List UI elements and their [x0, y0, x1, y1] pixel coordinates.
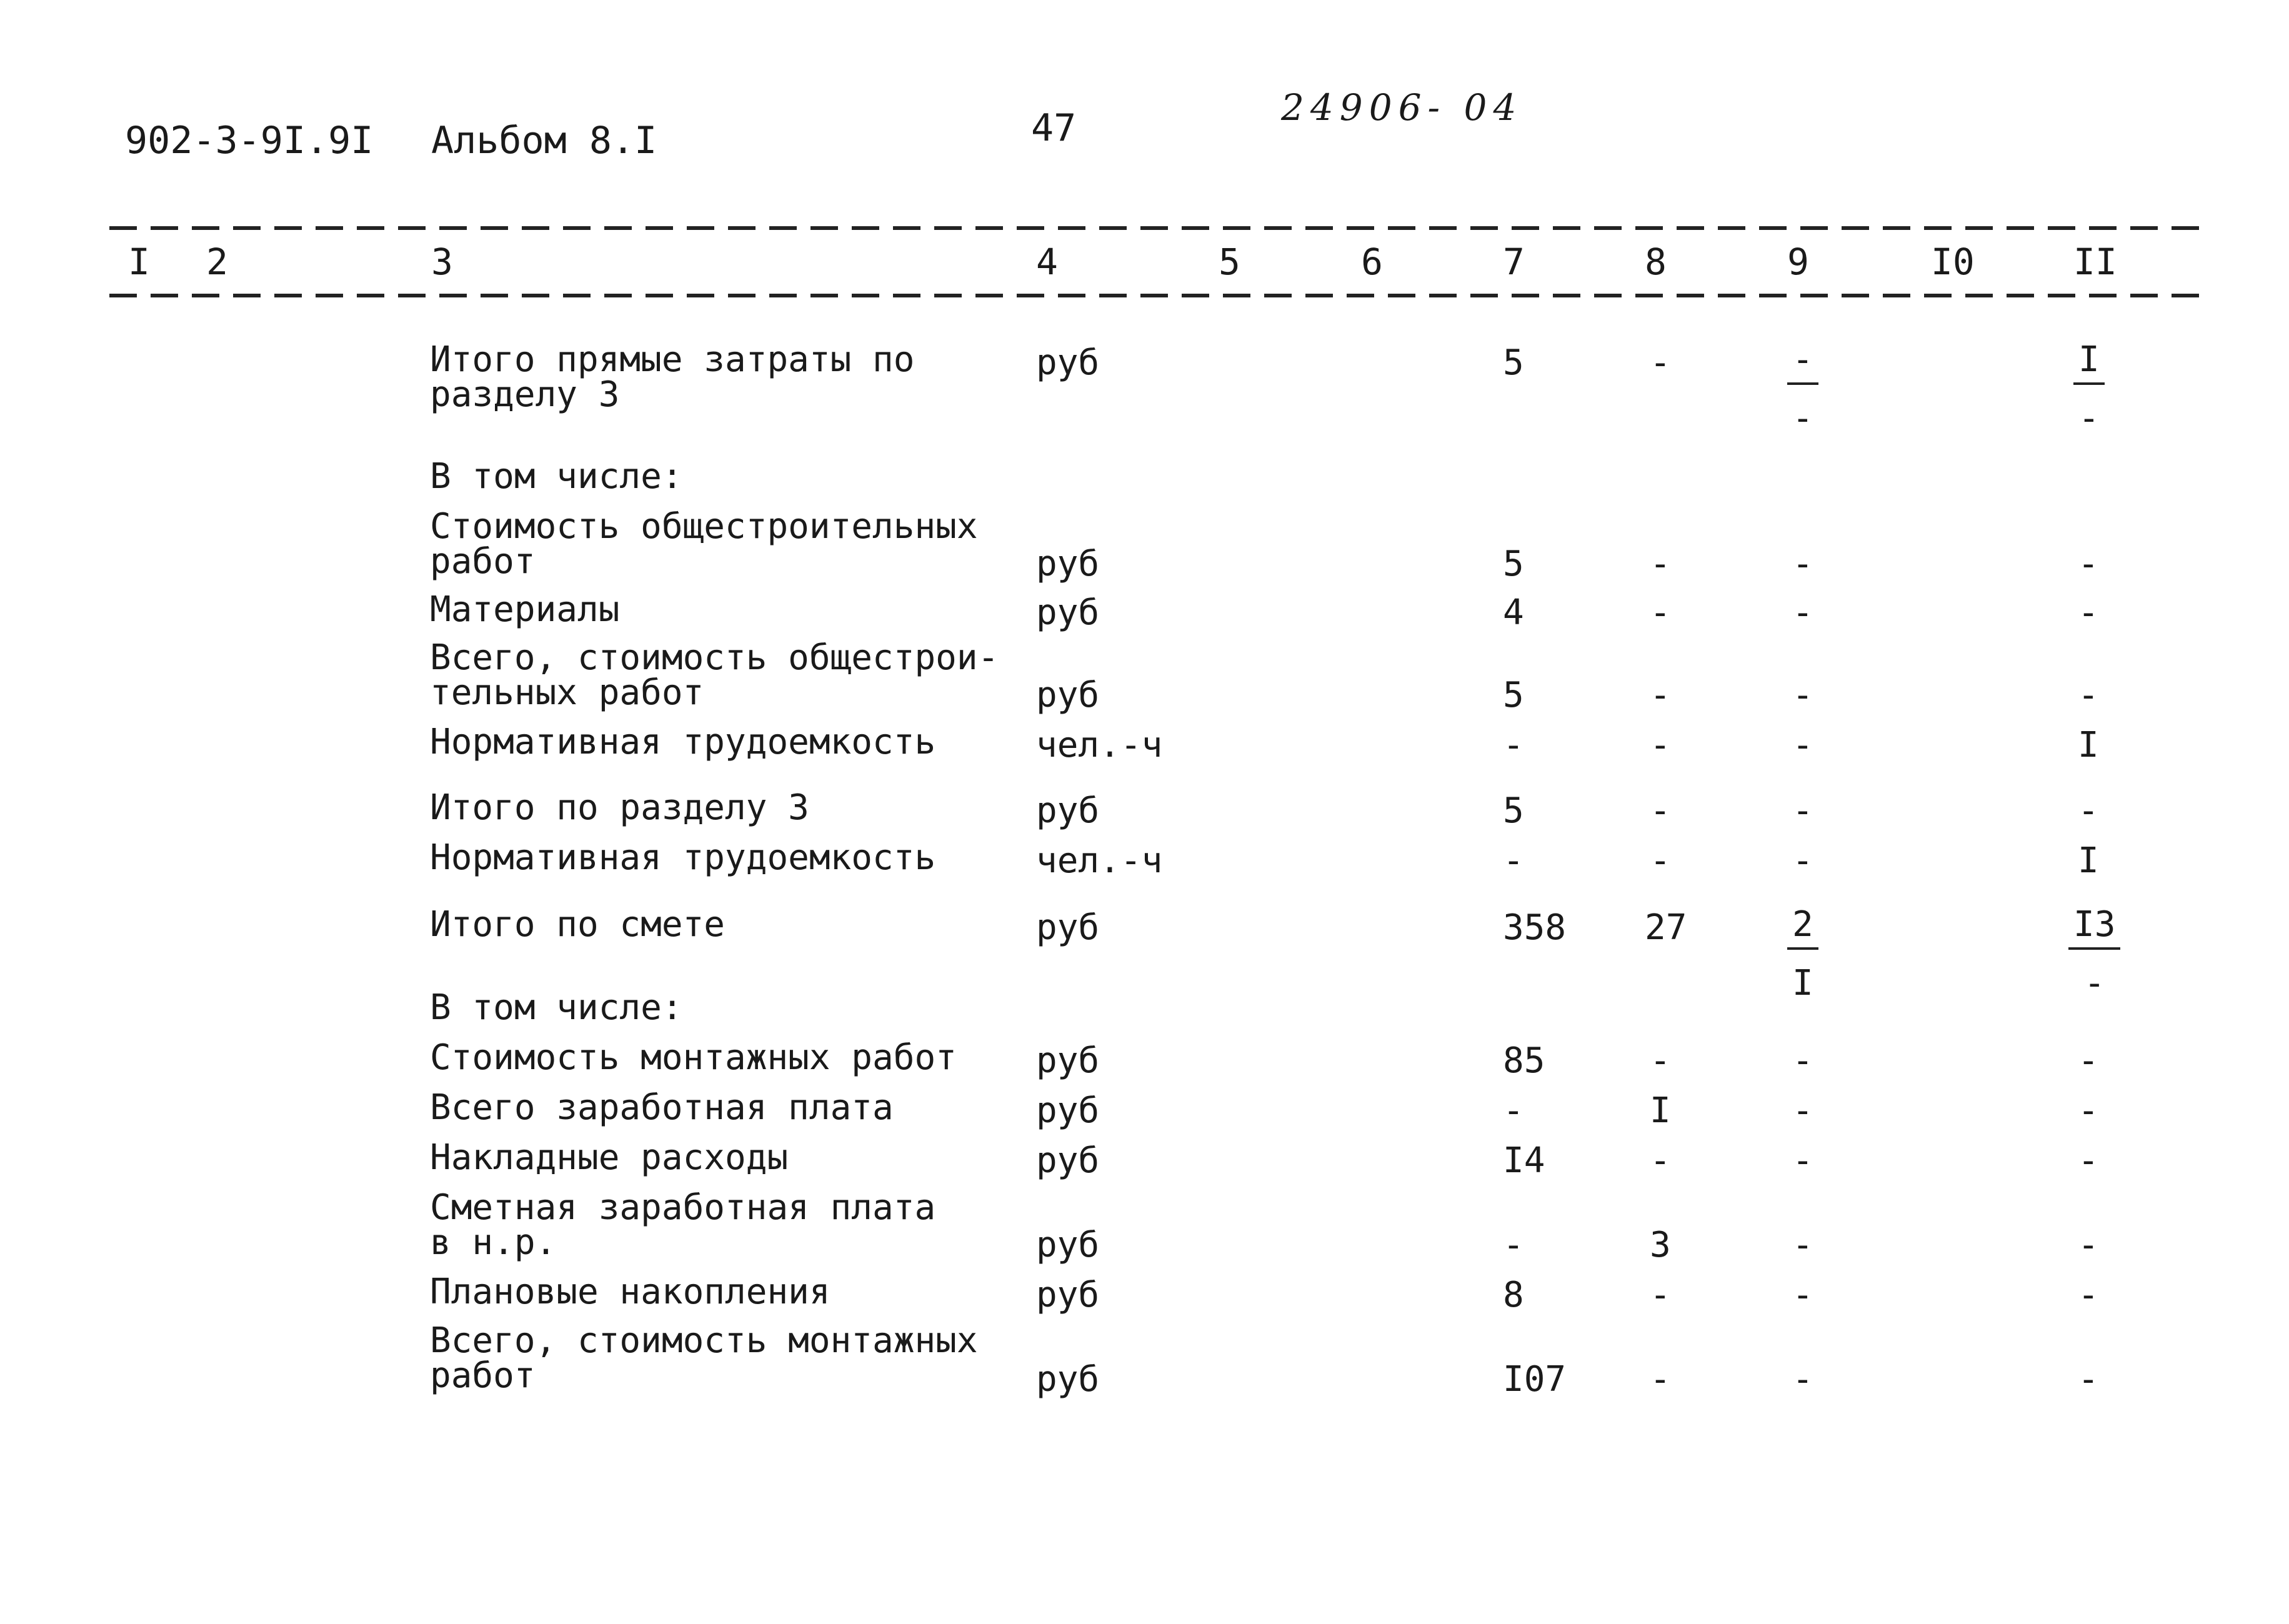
row-label: Всего, стоимость монтажных работ: [430, 1320, 978, 1396]
col8-value: I: [1650, 1090, 1671, 1131]
col7-value: I4: [1503, 1140, 1545, 1181]
col9-value: -: [1792, 592, 1813, 633]
col8-value: -: [1650, 675, 1671, 715]
unit-cell: руб: [1036, 1225, 1100, 1265]
col8-value: -: [1650, 1140, 1671, 1181]
row-label: Итого прямые затраты по разделу 3: [430, 339, 915, 415]
col8-value: -: [1650, 840, 1671, 881]
col11-value: -: [2078, 1090, 2099, 1131]
col9-fraction: - -: [1787, 342, 1818, 436]
unit-cell: руб: [1036, 1090, 1100, 1131]
row-label: В том числе:: [430, 987, 683, 1028]
col8-value: -: [1650, 1275, 1671, 1315]
column-number: 2: [206, 241, 228, 283]
col9-value: -: [1792, 1090, 1813, 1131]
col11-value: -: [2078, 1040, 2099, 1081]
row-label: Материалы: [430, 589, 620, 630]
row-label: В том числе:: [430, 456, 683, 497]
col9-fraction: $\frac{2}{I}$: [1787, 907, 1818, 1001]
column-number: 3: [431, 241, 453, 283]
col7-value: 5: [1503, 790, 1524, 831]
col7-value: 5: [1503, 342, 1524, 383]
unit-cell: руб: [1036, 544, 1100, 584]
column-number: 5: [1219, 241, 1240, 283]
column-number: I0: [1931, 241, 1975, 283]
unit-cell: руб: [1036, 790, 1100, 831]
row-label: Итого по разделу 3: [430, 787, 809, 828]
col11-value: -: [2078, 1225, 2099, 1265]
row-label: Сметная заработная плата в н.р.: [430, 1187, 936, 1263]
header-bottom-rule: [109, 294, 2209, 297]
col9-value: -: [1792, 1140, 1813, 1181]
col8-value: -: [1650, 790, 1671, 831]
col9-value: -: [1792, 544, 1813, 584]
col9-value: -: [1792, 725, 1813, 765]
row-label: Всего, стоимость общестрои- тельных работ: [430, 637, 999, 713]
col9-value: -: [1792, 1225, 1813, 1265]
unit-cell: руб: [1036, 675, 1100, 715]
column-number: 7: [1503, 241, 1525, 283]
column-number: II: [2073, 241, 2117, 283]
col9-value: -: [1792, 1359, 1813, 1400]
col8-value: -: [1650, 592, 1671, 633]
column-number: I: [128, 241, 150, 283]
col7-value: 5: [1503, 544, 1524, 584]
unit-cell: руб: [1036, 1040, 1100, 1081]
row-label: Всего заработная плата: [430, 1087, 894, 1128]
col7-value: 4: [1503, 592, 1524, 633]
col11-value: -: [2078, 1359, 2099, 1400]
album-title: Альбом 8.I: [431, 119, 657, 162]
col8-value: 3: [1650, 1225, 1671, 1265]
col11-value: -: [2078, 790, 2099, 831]
col11-value: -: [2078, 592, 2099, 633]
row-label: Накладные расходы: [430, 1137, 789, 1178]
col7-value: -: [1503, 1225, 1524, 1265]
col8-value: 27: [1645, 907, 1687, 948]
row-label: Стоимость монтажных работ: [430, 1037, 957, 1078]
unit-cell: чел.-ч: [1036, 840, 1163, 881]
col8-value: -: [1650, 725, 1671, 765]
unit-cell: руб: [1036, 907, 1100, 948]
col8-value: -: [1650, 1359, 1671, 1400]
col7-value: 8: [1503, 1275, 1524, 1315]
col11-value: I: [2078, 840, 2099, 881]
unit-cell: руб: [1036, 1359, 1100, 1400]
row-label: Нормативная трудоемкость: [430, 837, 936, 878]
column-number: 6: [1361, 241, 1383, 283]
col7-value: 5: [1503, 675, 1524, 715]
unit-cell: чел.-ч: [1036, 725, 1163, 765]
col7-value: -: [1503, 1090, 1524, 1131]
col11-value: -: [2078, 1275, 2099, 1315]
col9-value: -: [1792, 675, 1813, 715]
header-top-rule: [109, 226, 2209, 230]
col9-value: -: [1792, 1275, 1813, 1315]
unit-cell: руб: [1036, 342, 1100, 383]
row-label: Итого по смете: [430, 904, 726, 945]
col9-value: -: [1792, 840, 1813, 881]
document-code: 902-3-9I.9I: [125, 119, 374, 162]
col8-value: -: [1650, 544, 1671, 584]
row-label: Стоимость общестроительных работ: [430, 506, 978, 582]
handwritten-number: 24906- 04: [1281, 86, 1523, 129]
col9-value: -: [1792, 1040, 1813, 1081]
col7-value: -: [1503, 725, 1524, 765]
col11-value: I: [2078, 725, 2099, 765]
column-number: 9: [1787, 241, 1809, 283]
col8-value: -: [1650, 342, 1671, 383]
col11-value: -: [2078, 1140, 2099, 1181]
column-number: 8: [1645, 241, 1667, 283]
column-number: 4: [1036, 241, 1058, 283]
unit-cell: руб: [1036, 1275, 1100, 1315]
row-label: Плановые накопления: [430, 1272, 830, 1312]
col9-value: -: [1792, 790, 1813, 831]
unit-cell: руб: [1036, 1140, 1100, 1181]
col11-value: -: [2078, 675, 2099, 715]
col11-fraction: I3 -: [2068, 907, 2120, 1001]
col11-value: -: [2078, 544, 2099, 584]
col7-value: 358: [1503, 907, 1567, 948]
col7-value: -: [1503, 840, 1524, 881]
col8-value: -: [1650, 1040, 1671, 1081]
row-label: Нормативная трудоемкость: [430, 722, 936, 762]
col7-value: I07: [1503, 1359, 1567, 1400]
unit-cell: руб: [1036, 592, 1100, 633]
col11-fraction: I -: [2073, 342, 2105, 436]
col7-value: 85: [1503, 1040, 1545, 1081]
page-number: 47: [1031, 106, 1077, 150]
